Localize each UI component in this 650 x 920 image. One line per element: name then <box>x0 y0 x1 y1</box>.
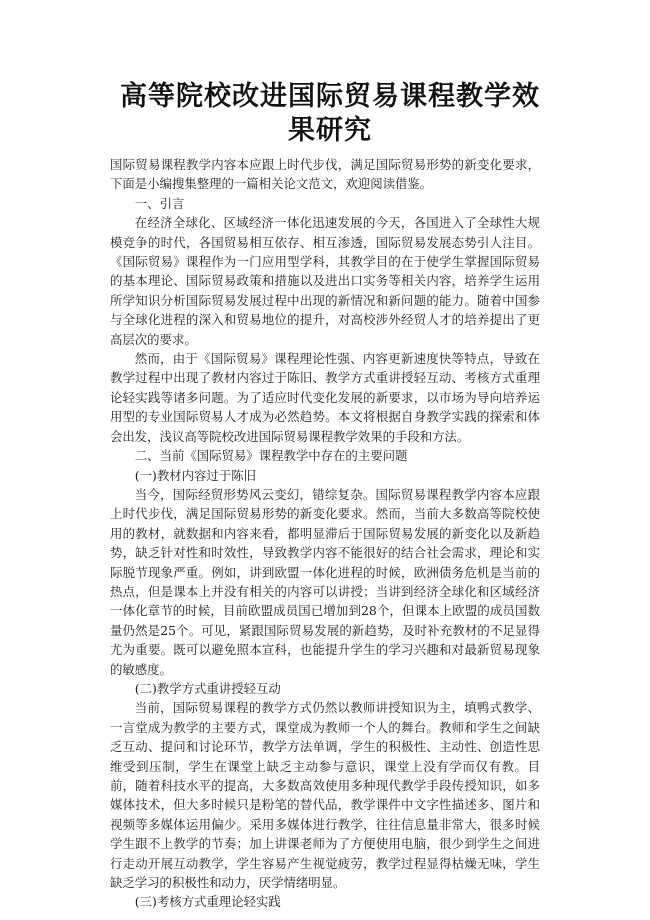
section-heading-introduction: 一、引言 <box>134 195 185 211</box>
body-paragraph: 当前，国际贸易课程的教学方式仍然以教师讲授知识为主，填鸭式教学、一言堂成为教学的主要方式，课堂成为教师一个人的舞台。教师和学生之间缺乏互动、提问和讨论环节，教学方法单调，学生的积极性、主动性、创造性思维受到压制，学生在课堂上缺乏主动参与意识，课堂上没有学而仅有教。目前，随着科技水平的提高，大多数高效使用多种现代教学手段传授知识，如多媒体技术，但大多时候只是粉笔的替代品，教学课件中文字性描述多、图片和视频等多媒体运用偏少。采用多媒体进行教学，往往信息量非常大，很多时候学生跟不上教学的节奏；加上讲课老师为了方便使用电脑，很少到学生之间进行走动开展互动教学，学生容易产生视觉疲劳，教学过程显得枯燥无味，学生缺乏学习的积极性和动力，厌学情绪明显。 <box>110 700 540 891</box>
body-paragraph: 在经济全球化、区域经济一体化迅速发展的今天，各国进入了全球性大规模竞争的时代，各国贸易相互依存、相互渗透，国际贸易发展态势引人注目。《国际贸易》课程作为一门应用型学科，其教学目的在于使学生掌握国际贸易的基本理论、国际贸易政策和措施以及进出口实务等相关内容，培养学生运用所学知识分析国际贸易发展过程中出现的新情况和新问题的能力。随着中国参与全球化进程的深入和贸易地位的提升，对高校涉外经贸人才的培养提出了更高层次的要求。 <box>110 215 540 347</box>
subsection-heading-textbook: (一)教材内容过于陈旧 <box>134 467 256 483</box>
document-title: 高等院校改进国际贸易课程教学效果研究 <box>120 81 540 146</box>
body-paragraph: 然而，由于《国际贸易》课程理论性强、内容更新速度快等特点，导致在教学过程中出现了教材内容过于陈旧、教学方式重讲授轻互动、考核方式重理论轻实践等诸多问题。为了适应时代变化发展的新要求，以市场为导向培养运用型的专业国际贸易人才成为必然趋势。本文将根据自身教学实践的探索和体会出发，浅议高等院校改进国际贸易课程教学效果的手段和方法。 <box>110 351 540 444</box>
section-heading-problems: 二、当前《国际贸易》课程教学中存在的主要问题 <box>134 448 408 464</box>
document-body <box>110 155 540 912</box>
subsection-heading-teaching-method: (二)教学方式重讲授轻互动 <box>134 680 281 696</box>
intro-summary: 国际贸易课程教学内容本应跟上时代步伐，满足国际贸易形势的新变化要求，下面是小编搜集整理的一篇相关论文范文，欢迎阅读借鉴。 <box>110 157 540 192</box>
subsection-heading-assessment: (三)考核方式重理论轻实践 <box>134 894 281 910</box>
body-paragraph: 当今，国际经贸形势风云变幻，错综复杂。国际贸易课程教学内容本应跟上时代步伐，满足国际贸易形势的新变化要求。然而，当前大多数高等院校使用的教材，就数据和内容来看，都明显滞后于国际贸易发展的新变化以及新趋势，缺乏针对性和时效性，导致教学内容不能很好的结合社会需求，理论和实际脱节现象严重。例如，讲到欧盟一体化进程的时候，欧洲债务危机是当前的热点，但是课本上并没有相关的内容可以讲授；当讲到经济全球化和区域经济一体化章节的时候，目前欧盟成员国已增加到28个，但课本上欧盟的成员国数量仍然是25个。可见，紧跟国际贸易发展的新趋势，及时补充教材的不足显得尤为重要。既可以避免照本宣科，也能提升学生的学习兴趣和对最新贸易现象的敏感度。 <box>110 486 540 677</box>
